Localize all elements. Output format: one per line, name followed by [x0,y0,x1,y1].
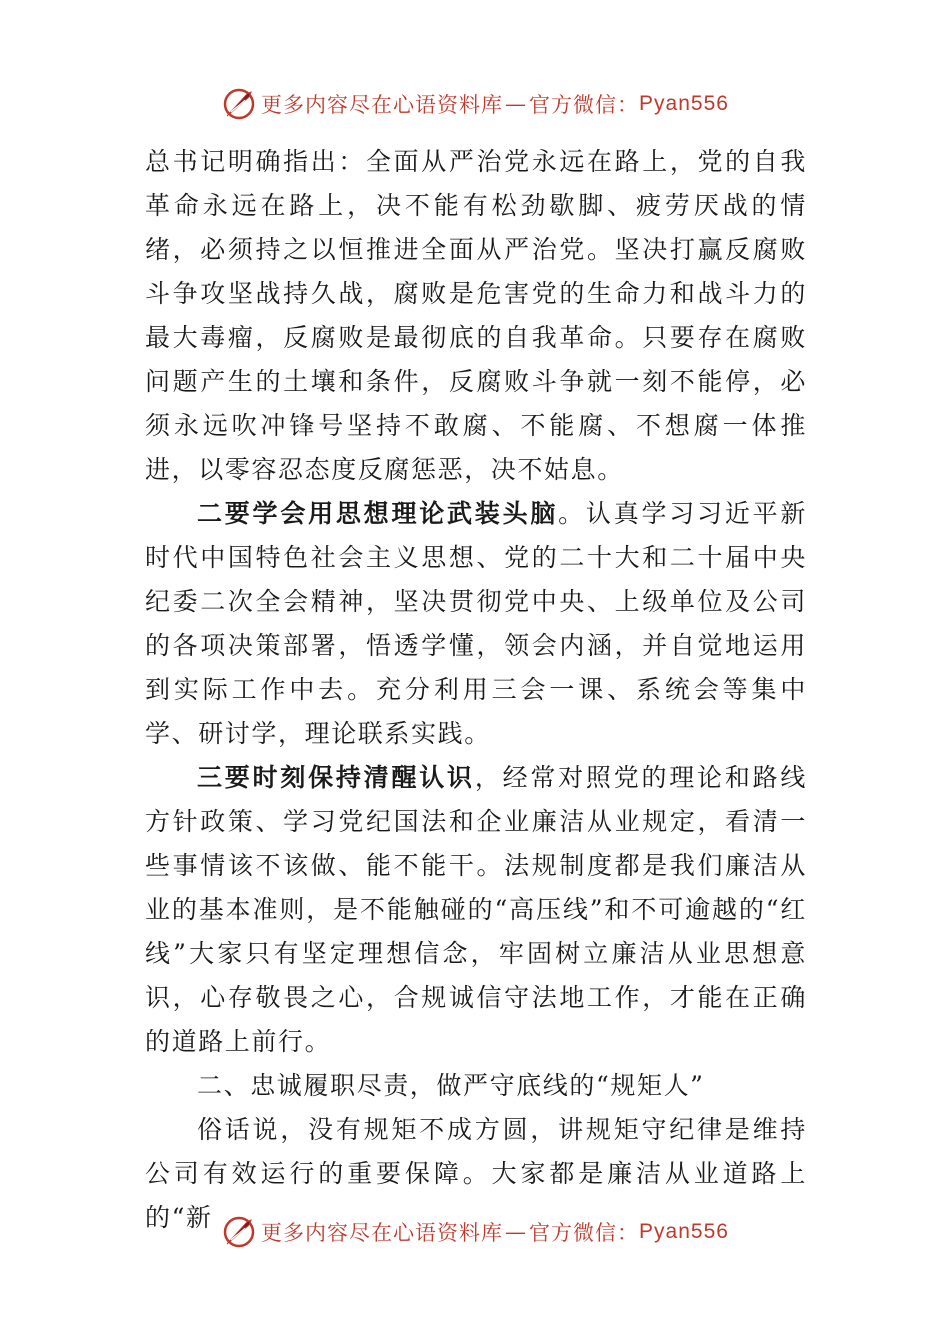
quill-pen-logo-icon [221,1214,257,1250]
watermark-site: 更多内容尽在心语资料库 [261,93,504,117]
watermark-site: 更多内容尽在心语资料库 [261,1221,504,1245]
document-body [145,140,807,1240]
quill-pen-logo-icon [221,86,257,122]
header-watermark [0,84,950,124]
paragraph [145,140,807,492]
watermark-wechat-label: 官方微信： [529,93,640,117]
paragraph [145,756,807,1064]
watermark-wechat-id: Pyan556 [639,1220,729,1243]
watermark-wechat-id: Pyan556 [639,92,729,115]
watermark-separator: — [505,92,528,116]
watermark-wechat-label: 官方微信： [529,1221,640,1245]
watermark-separator: — [505,1220,528,1244]
paragraph-lead: 二要学会用思想理论武装头脑 [197,499,559,528]
paragraph-text: 俗话说，没有规矩不成方圆，讲规矩守纪律是维持公司有效运行的重要保障。大家都是廉洁从业道路上的“新 [145,1115,807,1232]
paragraph-text: 二、忠诚履职尽责，做严守底线的“规矩人” [197,1071,705,1100]
paragraph-text: 。认真学习习近平新时代中国特色社会主义思想、党的二十大和二十届中央纪委二次全会精神，坚决贯彻党中央、上级单位及公司的各项决策部署，悟透学懂，领会内涵，并自觉地运用到实际工作中去。充分利用三会一课、系统会等集中学、研讨学，理论联系实践。 [145,499,807,748]
footer-watermark [0,1212,950,1252]
paragraph [145,492,807,756]
paragraph-lead: 三要时刻保持清醒认识 [197,763,475,792]
section-heading [145,1064,807,1108]
paragraph-text: ，经常对照党的理论和路线方针政策、学习党纪国法和企业廉洁从业规定，看清一些事情该不该做、能不能干。法规制度都是我们廉洁从业的基本准则，是不能触碰的“高压线”和不可逾越的“红线”大家只有坚定理想信念，牢固树立廉洁从业思想意识，心存敬畏之心，合规诚信守法地工作，才能在正确的道路上前行。 [145,763,807,1056]
paragraph-text: 总书记明确指出：全面从严治党永远在路上，党的自我革命永远在路上，决不能有松劲歇脚、疲劳厌战的情绪，必须持之以恒推进全面从严治党。坚决打赢反腐败斗争攻坚战持久战，腐败是危害党的生命力和战斗力的最大毒瘤，反腐败是最彻底的自我革命。只要存在腐败问题产生的土壤和条件，反腐败斗争就一刻不能停，必须永远吹冲锋号坚持不敢腐、不能腐、不想腐一体推进，以零容忍态度反腐惩恶，决不姑息。 [145,147,807,484]
